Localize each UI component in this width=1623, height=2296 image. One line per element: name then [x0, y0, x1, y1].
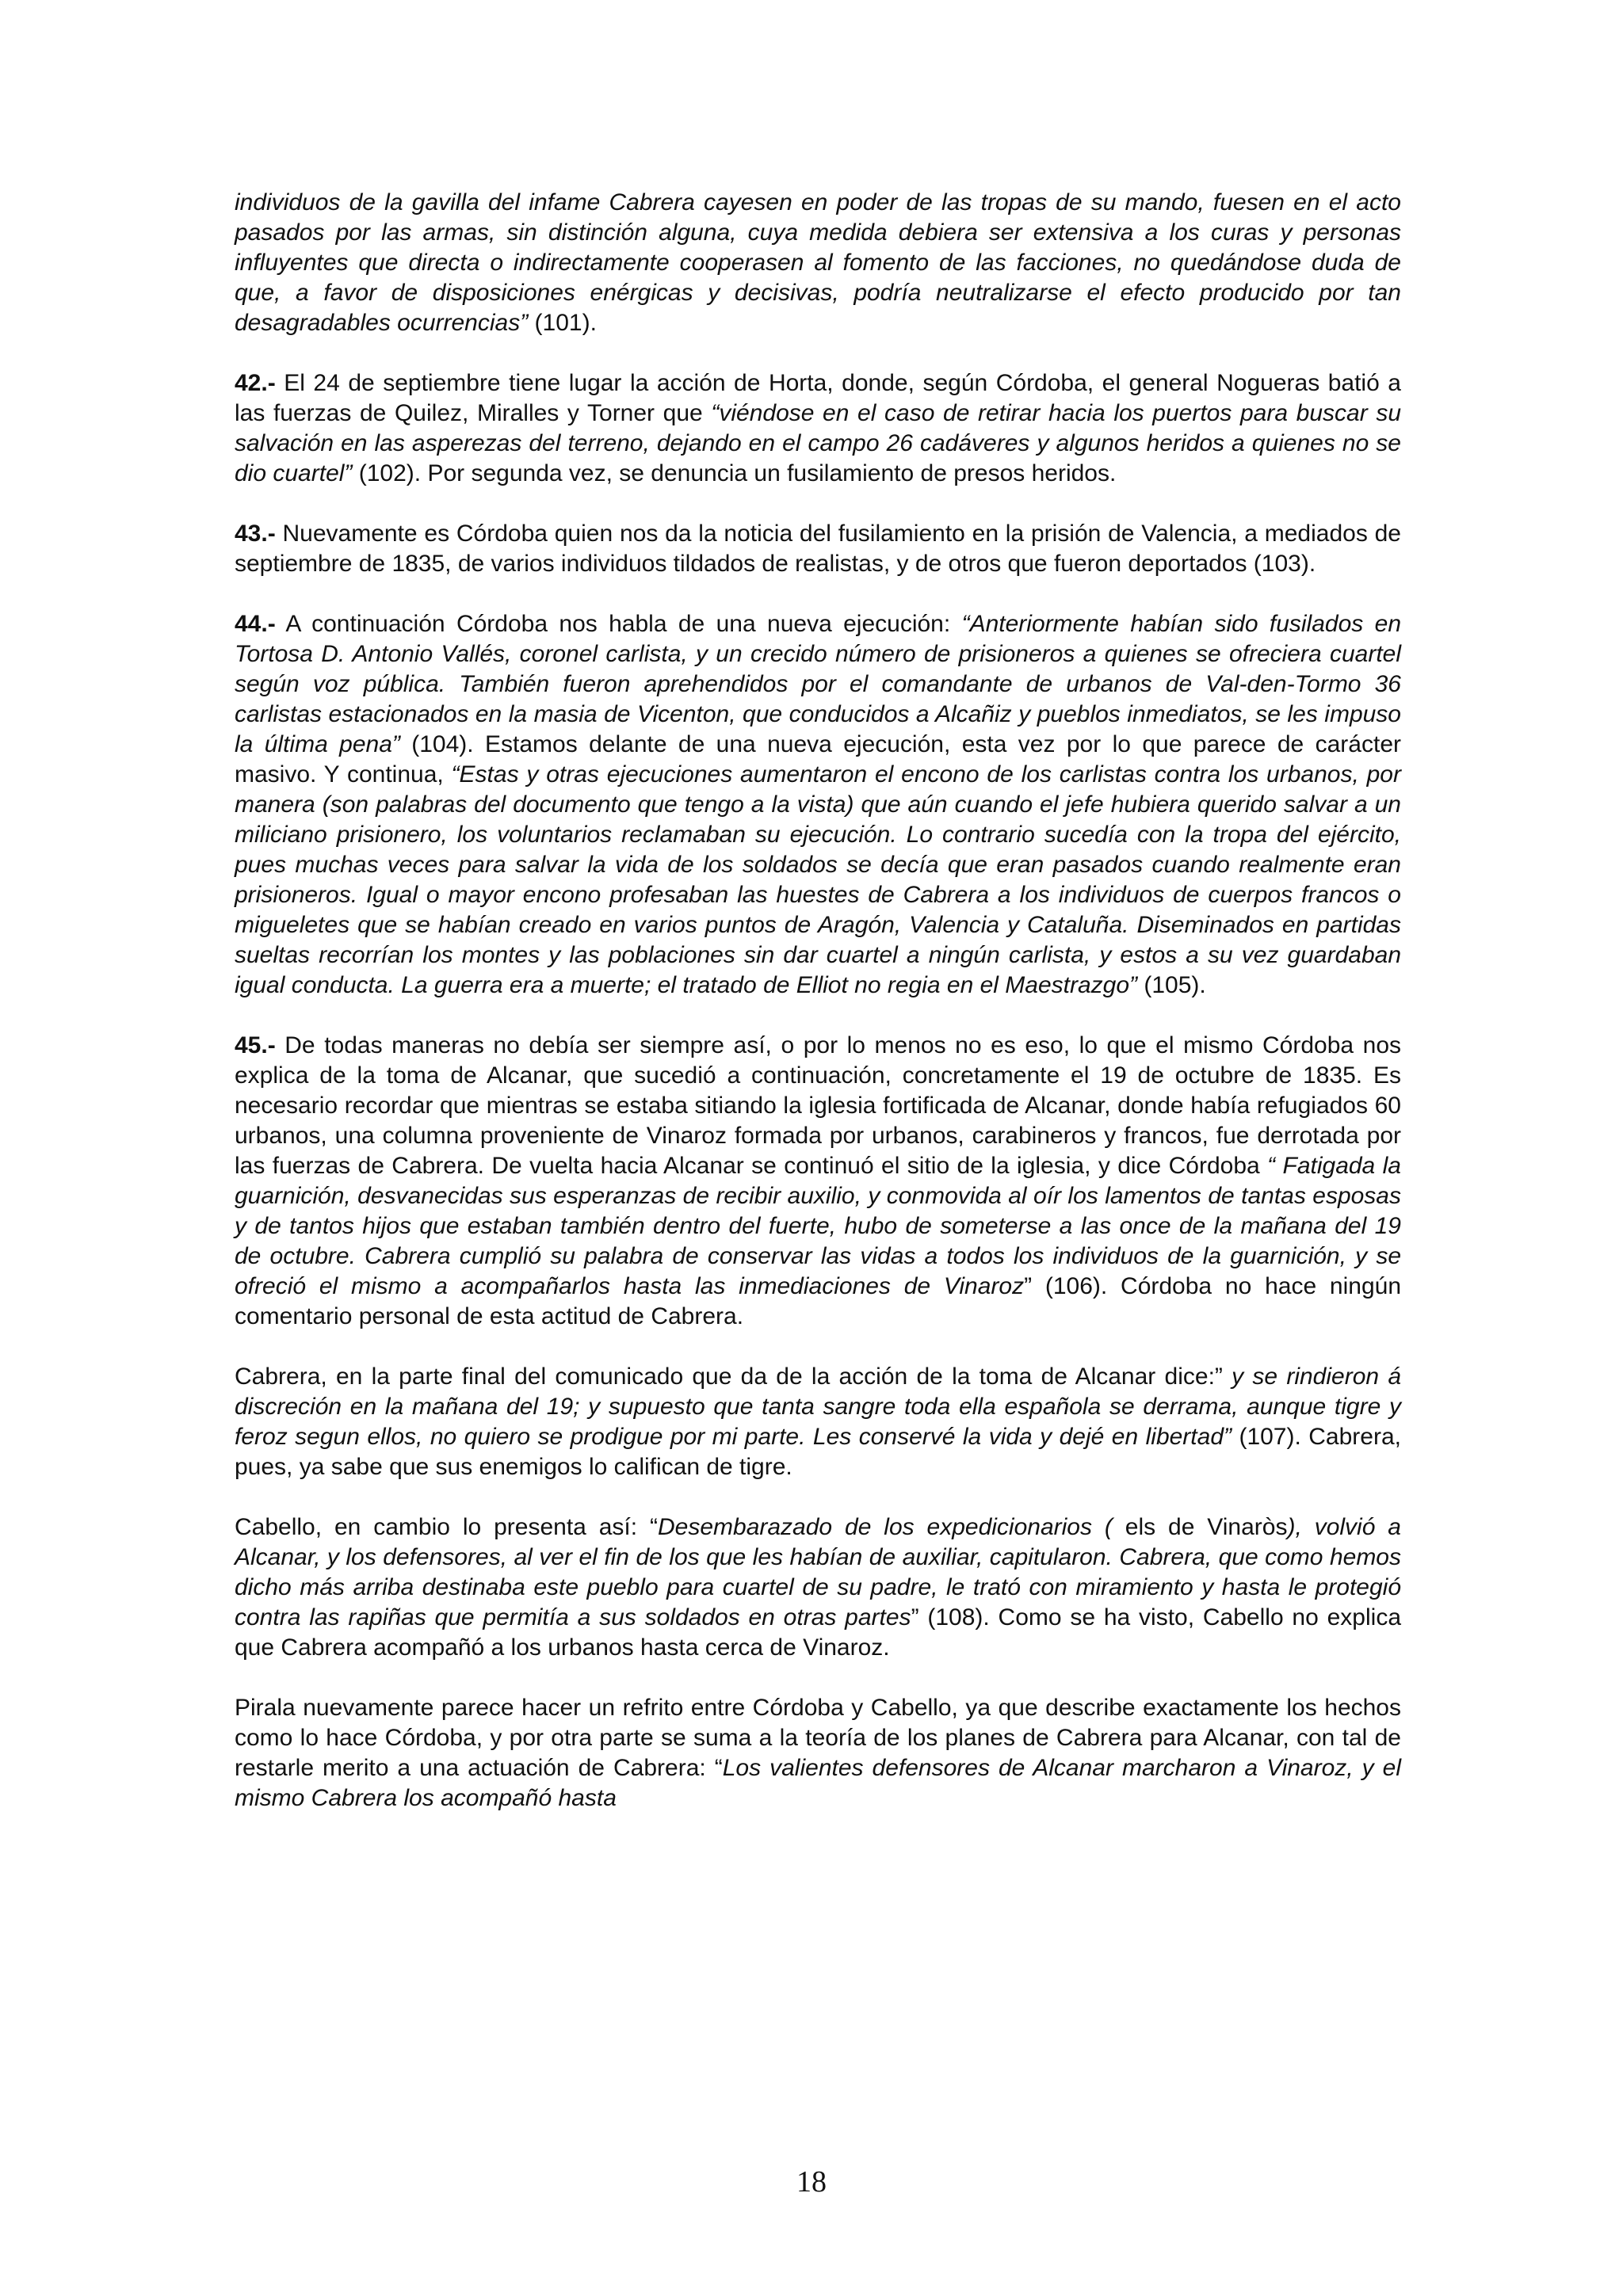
body-text: ” (106). Córdoba no hace ningún comentario personal de esta actitud de Cabrera.: [235, 1273, 1402, 1329]
body-text: (107). Cabrera, pues, ya sabe que sus enemigos lo califican de tigre.: [235, 1424, 1401, 1480]
page-number: 18: [796, 2165, 827, 2199]
body-text: A continuación Córdoba nos habla de una nueva ejecución:: [275, 611, 962, 637]
paragraph-42: [235, 368, 1401, 489]
paragraph-45: [235, 1031, 1401, 1332]
body-text: (105).: [1137, 972, 1206, 998]
document-body: [235, 188, 1401, 1814]
italic-quote: Los valientes defensores de Alcanar marcharon a Vinaroz, y el mismo Cabrera los acompañó hasta: [235, 1755, 1401, 1811]
paragraph-cabrera-quote: [235, 1362, 1401, 1482]
body-text: Nuevamente es Córdoba quien nos da la noticia del fusilamiento en la prisión de Valencia, a mediados de septiembre de 1835, de varios individuos tildados de realistas, y de otros que fueron deportados (103).: [235, 521, 1401, 577]
italic-quote: Desembarazado de los expedicionarios (: [657, 1514, 1113, 1540]
body-text: De todas maneras no debía ser siempre así, o por lo menos no es eso, lo que el mismo Córdoba nos explica de la toma de Alcanar, que sucedió a continuación, concretamente el 19 de octubre de 1835. Es necesario recordar que mientras se estaba sitiando la iglesia fortificada de Alcanar, donde había refugiados 60 urbanos, una columna proveniente de Vinaroz formada por urbanos, carabineros y francos, fue derrotada por las fuerzas de Cabrera. De vuelta hacia Alcanar se continuó el sitio de la iglesia, y dice Córdoba: [235, 1032, 1401, 1179]
body-text: El 24 de septiembre tiene lugar la acción de Horta, donde, según Córdoba, el general Nogueras batió a las fuerzas de Quilez, Miralles y Torner que: [235, 370, 1401, 426]
italic-quote: “Anteriormente habían sido fusilados en Tortosa D. Antonio Vallés, coronel carlista, y un crecido número de prisioneros a quienes se ofreciera cuartel según voz pública. También fueron aprehendidos por el comandante de urbanos de Val-den-Tormo 36 carlistas estacionados en la masia de Vicenton, que conducidos a Alcañiz y pueblos inmediatos, se les impuso la última pena”: [235, 611, 1401, 757]
paragraph-pirala: [235, 1693, 1401, 1814]
body-text: Cabrera, en la parte final del comunicado que da de la acción de la toma de Alcanar dice:”: [235, 1363, 1232, 1390]
paragraph-number: 43.-: [235, 521, 276, 547]
italic-quote: y se rindieron á discreción en la mañana del 19; y supuesto que tanta sangre toda ella española se derrama, aunque tigre y feroz segun ellos, no quiero se prodigue por mi parte. Les conservé la vida y dejé en libertad”: [235, 1363, 1401, 1450]
body-text: Cabello, en cambio lo presenta así: “: [235, 1514, 658, 1540]
body-text: ” (108). Como se ha visto, Cabello no explica que Cabrera acompañó a los urbanos hasta cerca de Vinaroz.: [235, 1604, 1401, 1661]
body-text: (101).: [528, 310, 597, 336]
italic-quote: “viéndose en el caso de retirar hacia los puertos para buscar su salvación en las asperezas del terreno, dejando en el campo 26 cadáveres y algunos heridos a quienes no se dio cuartel”: [235, 400, 1401, 486]
body-text: (104). Estamos delante de una nueva ejecución, esta vez por lo que parece de carácter masivo. Y continua,: [235, 731, 1401, 788]
paragraph-44: [235, 609, 1401, 1001]
body-text: Pirala nuevamente parece hacer un refrito entre Córdoba y Cabello, ya que describe exactamente los hechos como lo hace Córdoba, y por otra parte se suma a la teoría de los planes de Cabrera para Alcanar, con tal de restarle merito a una actuación de Cabrera: “: [235, 1695, 1401, 1781]
paragraph-number: 42.-: [235, 370, 276, 396]
paragraph-number: 44.-: [235, 611, 276, 637]
paragraph-continuation: [235, 188, 1401, 338]
paragraph-43: [235, 519, 1401, 579]
paragraph-cabello-quote: [235, 1512, 1401, 1663]
body-text: els de Vinaròs: [1112, 1514, 1288, 1540]
italic-quote: ), volvió a Alcanar, y los defensores, al ver el fin de los que les habían de auxiliar, capitularon. Cabrera, que como hemos dicho más arriba destinaba este pueblo para cuartel de su padre, le trató con miramiento y hasta le protegió contra las rapiñas que permitía a sus soldados en otras partes: [235, 1514, 1401, 1630]
italic-quote: “ Fatigada la guarnición, desvanecidas sus esperanzas de recibir auxilio, y conmovida al oír los lamentos de tantas esposas y de tantos hijos que estaban también dentro del fuerte, hubo de someterse a las once de la mañana del 19 de octubre. Cabrera cumplió su palabra de conservar las vidas a todos los individuos de la guarnición, y se ofreció el mismo a acompañarlos hasta las inmediaciones de Vinaroz: [235, 1153, 1401, 1299]
paragraph-number: 45.-: [235, 1032, 276, 1058]
italic-quote: “Estas y otras ejecuciones aumentaron el encono de los carlistas contra los urbanos, por manera (son palabras del documento que tengo a la vista) que aún cuando el jefe hubiera querido salvar a un miliciano prisionero, los voluntarios reclamaban su ejecución. Lo contrario sucedía con la tropa del ejército, pues muchas veces para salvar la vida de los soldados se decía que eran pasados cuando realmente eran prisioneros. Igual o mayor encono profesaban las huestes de Cabrera a los individuos de cuerpos francos o migueletes que se habían creado en varios puntos de Aragón, Valencia y Cataluña. Diseminados en partidas sueltas recorrían los montes y las poblaciones sin dar cuartel a ningún carlista, y estos a su vez guardaban igual conducta. La guerra era a muerte; el tratado de Elliot no regia en el Maestrazgo”: [235, 761, 1401, 998]
italic-quote: individuos de la gavilla del infame Cabrera cayesen en poder de las tropas de su mando, fuesen en el acto pasados por las armas, sin distinción alguna, cuya medida debiera ser extensiva a los curas y personas influyentes que directa o indirectamente cooperasen al fomento de las facciones, no quedándose duda de que, a favor de disposiciones enérgicas y decisivas, podría neutralizarse el efecto producido por tan desagradables ocurrencias”: [235, 189, 1401, 336]
body-text: (102). Por segunda vez, se denuncia un fusilamiento de presos heridos.: [352, 460, 1117, 486]
